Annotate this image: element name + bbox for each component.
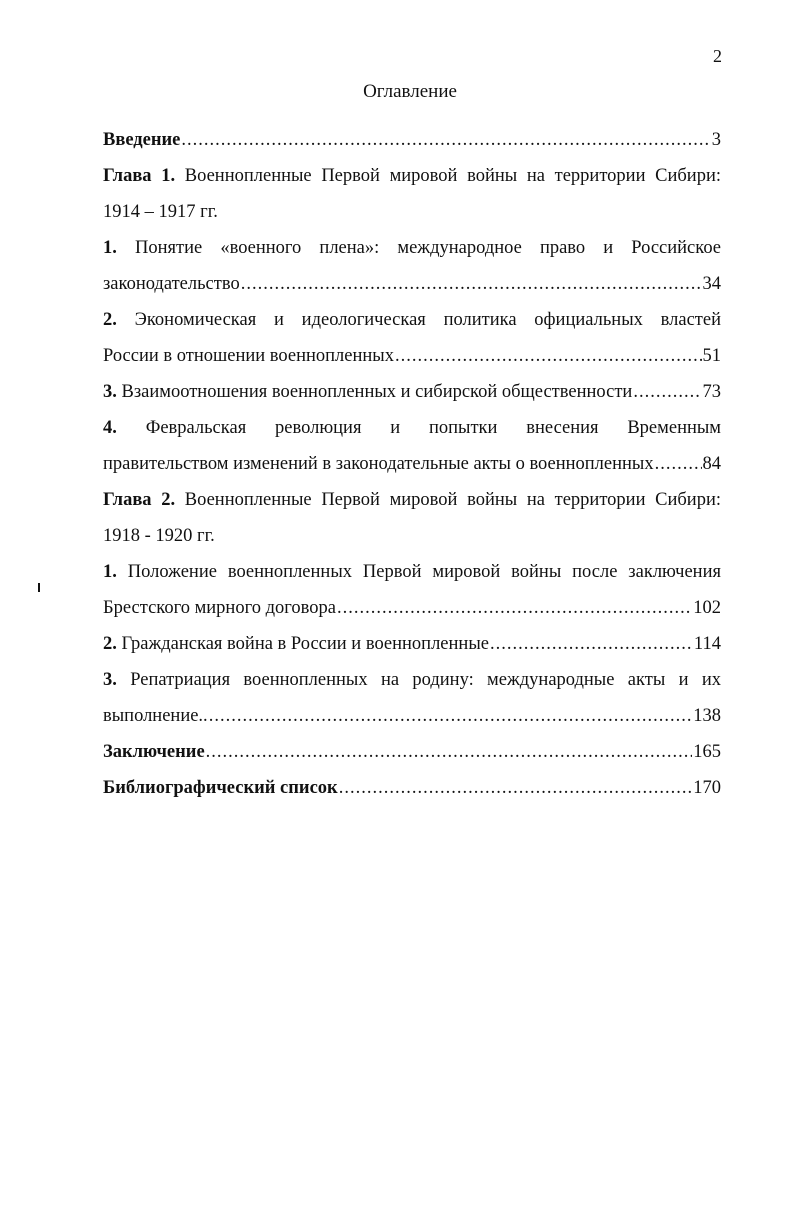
toc-entry-label: Введение	[103, 130, 181, 150]
toc-page-number: 3	[711, 130, 721, 150]
section-number: 4.	[103, 418, 117, 438]
section-title: Февральская революция и попытки внесения Временным	[145, 418, 721, 438]
document-title: Оглавление	[363, 81, 457, 102]
toc-section	[103, 626, 721, 662]
dot-leader	[655, 446, 702, 482]
page-number: 2	[713, 46, 722, 66]
toc-chapter-2-years	[103, 518, 721, 554]
section-title: Понятие «военного плена»: международное право и Российское	[135, 238, 721, 258]
toc-section-continued	[103, 446, 721, 482]
toc-page-number: 165	[693, 742, 721, 762]
scan-artifact-mark	[38, 583, 40, 592]
chapter-title-continued: 1914 – 1917 гг.	[103, 202, 218, 222]
section-title-continued: Брестского мирного договора	[103, 598, 336, 618]
toc-entry-label: Заключение	[103, 742, 205, 762]
section-title: Взаимоотношения военнопленных и сибирской общественности	[121, 382, 633, 402]
toc-section	[103, 554, 721, 590]
section-heading	[103, 626, 489, 662]
toc-entry-conclusion	[103, 734, 721, 770]
section-number: 2.	[103, 634, 117, 654]
dot-leader	[181, 122, 710, 158]
dot-leader	[339, 770, 693, 806]
dot-leader	[490, 626, 693, 662]
section-title-continued: выполнение..	[103, 706, 208, 726]
section-title: Репатриация военнопленных на родину: международные акты и их	[130, 670, 721, 690]
section-number: 3.	[103, 382, 117, 402]
dot-leader	[633, 374, 701, 410]
section-title-continued: России в отношении военнопленных	[103, 346, 394, 366]
chapter-label: Глава 2.	[103, 490, 176, 510]
toc-entry-introduction	[103, 122, 721, 158]
dot-leader	[209, 698, 693, 734]
chapter-title: Военнопленные Первой мировой войны на территории Сибири:	[184, 166, 721, 186]
toc-section-continued	[103, 338, 721, 374]
toc-page-number: 114	[693, 634, 721, 654]
toc-entry-bibliography	[103, 770, 721, 806]
toc-section-continued	[103, 266, 721, 302]
section-title: Экономическая и идеологическая политика официальных властей	[134, 310, 721, 330]
toc-page-number: 84	[702, 454, 721, 474]
toc-chapter-1-years	[103, 194, 721, 230]
toc-section-continued	[103, 590, 721, 626]
toc-section	[103, 302, 721, 338]
section-heading	[103, 374, 632, 410]
section-title: Положение военнопленных Первой мировой войны после заключения	[127, 562, 721, 582]
toc-page-number: 51	[702, 346, 721, 366]
section-number: 1.	[103, 562, 117, 582]
toc-page-number: 34	[702, 274, 721, 294]
section-number: 2.	[103, 310, 117, 330]
toc-chapter-2-heading	[103, 482, 721, 518]
section-number: 3.	[103, 670, 117, 690]
toc-entry-label: Библиографический список	[103, 778, 338, 798]
toc-section	[103, 374, 721, 410]
toc-section	[103, 410, 721, 446]
section-number: 1.	[103, 238, 117, 258]
section-title-continued: правительством изменений в законодательные акты о военнопленных	[103, 454, 654, 474]
toc-section	[103, 662, 721, 698]
toc-page-number: 138	[693, 706, 721, 726]
toc-section-continued	[103, 698, 721, 734]
dot-leader	[206, 734, 693, 770]
toc-page-number: 73	[702, 382, 721, 402]
table-of-contents	[103, 122, 721, 806]
chapter-title-continued: 1918 - 1920 гг.	[103, 526, 215, 546]
dot-leader	[337, 590, 692, 626]
section-title-continued: законодательство	[103, 274, 240, 294]
toc-section	[103, 230, 721, 266]
section-title: Гражданская война в России и военнопленные	[121, 634, 489, 654]
toc-chapter-1-heading	[103, 158, 721, 194]
chapter-label: Глава 1.	[103, 166, 176, 186]
toc-page-number: 102	[693, 598, 721, 618]
chapter-title: Военнопленные Первой мировой войны на территории Сибири:	[184, 490, 721, 510]
toc-page-number: 170	[693, 778, 721, 798]
dot-leader	[241, 266, 702, 302]
dot-leader	[395, 338, 702, 374]
